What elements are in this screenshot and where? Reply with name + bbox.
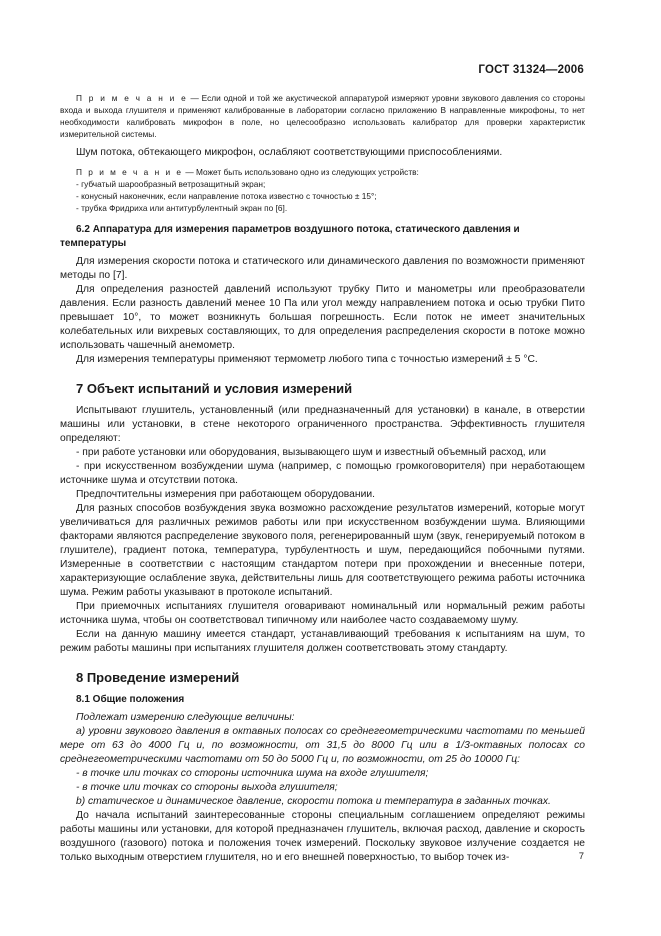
note-text: — Если одной и той же акустической аппаратурой измеряют уровни звукового давления со стороны входа и выхода глушителя и применяют калиброванные в лаборатории согласно приложению В направленные микрофоны, то нет необходимости калибровать микрофон в поле, но целесообразно использовать калибратор для проверки характеристик измерительной системы. <box>60 93 585 139</box>
list-item-7: - при работе установки или оборудования, вызывающего шум и известный объемный расход, или <box>76 447 547 458</box>
paragraph-7: Испытывают глушитель, установленный (или предназначенный для установки) в канале, в отверстии машины или установки, в стене некоторого ограниченного пространства. Эффективность глушителя определяют: <box>60 405 585 444</box>
list-subitem-a: - в точке или точках со стороны выхода глушителя; <box>76 782 338 793</box>
paragraph-8-1: До начала испытаний заинтересованные стороны специальным соглашением определяют режимы работы машины или установки, для которой предназначен глушитель, включая расход, давление и скорость воздушного (газового) потока и положения точек измерений. Поскольку звуковое излучение создается не только выходным отверстием глушителя, но и его внешней поверхностью, то выбор точек из- <box>60 810 585 863</box>
paragraph-7: Предпочтительны измерения при работающем оборудовании. <box>76 489 375 500</box>
paragraph-flow-noise: Шум потока, обтекающего микрофон, ослабляют соответствующими приспособлениями. <box>76 147 503 158</box>
note-text: — Может быть использовано одно из следующих устройств: <box>183 167 419 177</box>
list-subitem-a: - в точке или точках со стороны источника шума на входе глушителя; <box>76 768 429 779</box>
subsection-number: 6.2 <box>76 224 90 235</box>
note-device-item: - трубка Фридриха или антитурбулентный экран по [6]. <box>76 203 288 213</box>
paragraph-6-2: Для определения разностей давлений используют трубку Пито и манометры или преобразователи давления. Если разность давлений менее 10 Па или угол между направлением потока и осью трубки Пито превышает 10°, то может возникнуть большая погрешность. Если поток не имеет значительных колебательных или вихревых составляющих, то для определения распределения скорости в потоке можно использовать чашечный анемометр. <box>60 284 585 351</box>
subsection-6-2-heading <box>60 223 585 237</box>
page-content <box>60 92 585 865</box>
page-number: 7 <box>578 851 584 862</box>
paragraph-6-2: Для измерения скорости потока и статического или динамического давления по возможности применяют методы по [7]. <box>60 256 585 281</box>
paragraph-7: Если на данную машину имеется стандарт, устанавливающий требования к испытаниям на шум, то режим работы машины при испытаниях глушителя должен соответствовать этому стандарту. <box>60 629 585 654</box>
subsection-6-2-heading-cont: температуры <box>60 238 127 249</box>
note-devices <box>60 166 585 214</box>
note-label: П р и м е ч а н и е <box>76 93 188 103</box>
document-number-header: ГОСТ 31324—2006 <box>478 64 584 76</box>
note-device-item: - губчатый шарообразный ветрозащитный экран; <box>76 179 266 189</box>
list-item-7: - при искусственном возбуждении шума (например, с помощью громкоговорителя) при неработающем источнике шума и отсутствии потока. <box>60 461 585 486</box>
paragraph-8-1-intro: Подлежат измерению следующие величины: <box>76 712 295 723</box>
list-item-a: а) уровни звукового давления в октавных полосах со среднегеометрическими частотами по меньшей мере от 63 до 4000 Гц и, по возможности, от 31,5 до 8000 Гц или в 1/3-октавных полосах со среднегеометрическими частотами от 50 до 5000 Гц и, по возможности, от 25 до 10000 Гц: <box>60 726 585 765</box>
paragraph-6-2: Для измерения температуры применяют термометр любого типа с точностью измерений ± 5 °С. <box>76 354 538 365</box>
section-7-heading: 7 Объект испытаний и условия измерений <box>76 381 353 396</box>
note-devices-intro <box>60 166 585 178</box>
note-label: П р и м е ч а н и е <box>76 167 184 177</box>
subsection-title: Аппаратура для измерения параметров воздушного потока, статического давления и <box>92 224 520 235</box>
section-8-heading: 8 Проведение измерений <box>76 670 240 685</box>
paragraph-7: При приемочных испытаниях глушителя оговаривают номинальный или нормальный режим работы источника шума, чтобы он соответствовал типичному или наиболее часто создаваемому шуму. <box>60 601 585 626</box>
subsection-8-1-heading: 8.1 Общие положения <box>76 694 185 705</box>
note-device-item: - конусный наконечник, если направление потока известно с точностью ± 15°; <box>76 191 377 201</box>
paragraph-7: Для разных способов возбуждения звука возможно расхождение результатов измерений, которые могут увеличиваться для различных режимов работы или при искусственном возбуждении шума. Влияющими факторами являются распределение звукового поля, регенерированный шум (звук, генерируемый потоком в глушителе), градиент потока, температура, турбулентность и шум, передающийся побочными путями. Измеренные в соответствии с настоящим стандартом потери при прохождении и внесенные потери, характеризующие ослабление звука, действительны лишь для соответствующего режима работы источника шума. Режим работы указывают в протоколе испытаний. <box>60 503 585 598</box>
note-calibration <box>60 92 585 140</box>
list-item-b: b) статическое и динамическое давление, скорости потока и температура в заданных точках. <box>76 796 551 807</box>
